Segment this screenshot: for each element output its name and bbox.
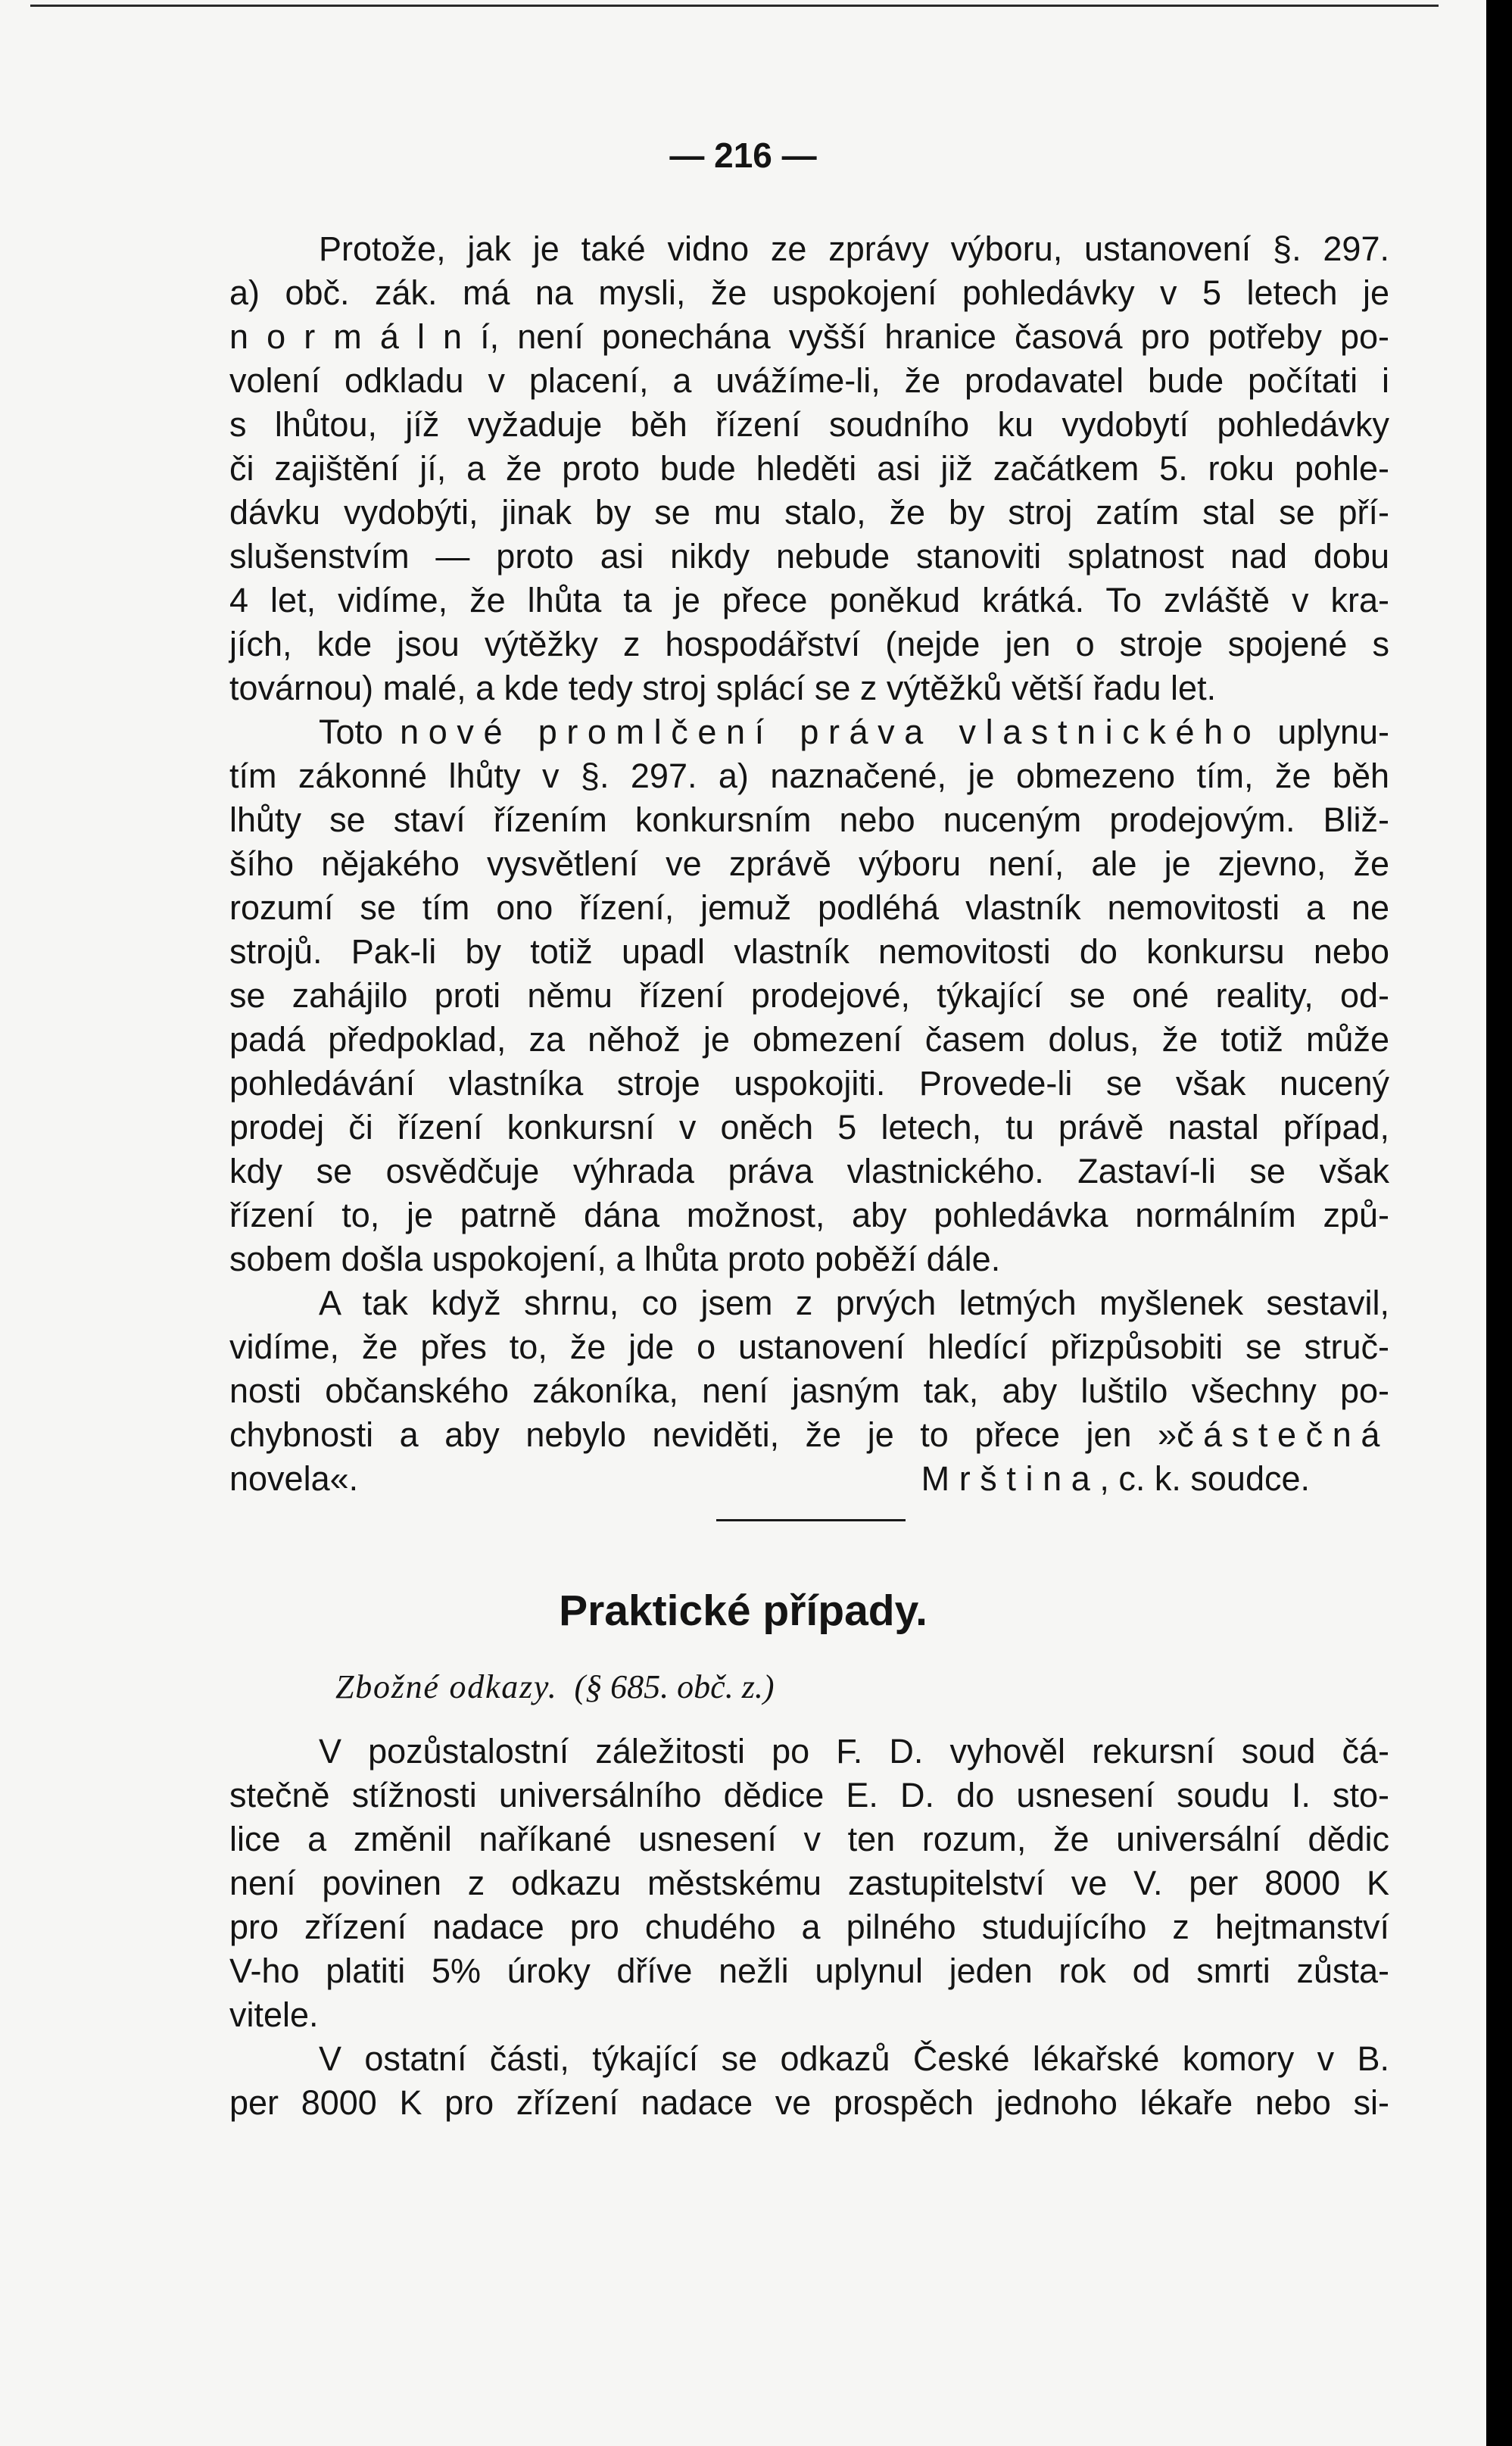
text-line: 4 let, vidíme, že lhůta ta je přece poněkud krátká. To zvláště v kra-	[229, 581, 1389, 619]
section-divider	[716, 1519, 906, 1521]
text-line: a) obč. zák. má na mysli, že uspokojení pohledávky v 5 letech je	[229, 273, 1389, 312]
emphasized-phrase: nové promlčení práva vlastnického	[400, 713, 1261, 751]
text-line	[229, 1413, 1389, 1457]
text-line: stečně stížnosti universálního dědice E. D. do usnesení soudu I. sto-	[229, 1776, 1389, 1814]
text-line: řízení to, je patrně dána možnost, aby pohledávka normálním způ-	[229, 1196, 1389, 1234]
author-title: , c. k. soudce.	[1099, 1459, 1310, 1498]
text-line	[229, 710, 1389, 754]
text-line: se zahájilo proti němu řízení prodejové, týkající se oné reality, od-	[229, 976, 1389, 1015]
text-line: šího nějakého vysvětlení ve zprávě výboru není, ale je zjevno, že	[229, 844, 1389, 883]
text-fragment: chybnosti a aby nebylo neviděti, že je to přece jen »	[229, 1415, 1177, 1454]
case-topic: Zbožné odkazy.	[335, 1668, 558, 1705]
article-body	[229, 227, 1389, 1501]
text-line: není povinen z odkazu městskému zastupitelství ve V. per 8000 K	[229, 1864, 1389, 1902]
text-fragment: Toto	[319, 713, 401, 751]
text-line: s lhůtou, jíž vyžaduje běh řízení soudního ku vydobytí pohledávky	[229, 405, 1389, 444]
text-line: vitele.	[229, 1995, 319, 2034]
text-line: per 8000 K pro zřízení nadace ve prospěch jednoho lékaře nebo si-	[229, 2083, 1389, 2122]
page-edge-line	[30, 5, 1439, 7]
text-line: tím zákonné lhůty v §. 297. a) naznačené, je obmezeno tím, že běh	[229, 757, 1389, 795]
author-name: Mrština	[921, 1459, 1100, 1498]
emphasized-word: částečná	[1177, 1415, 1389, 1454]
text-line: kdy se osvědčuje výhrada práva vlastnického. Zastaví-li se však	[229, 1152, 1389, 1190]
text-line: lice a změnil naříkané usnesení v ten rozum, že universální dědic	[229, 1820, 1389, 1858]
text-line: V pozůstalostní záležitosti po F. D. vyhověl rekursní soud čá-	[319, 1732, 1389, 1771]
text-line: slušenstvím — proto asi nikdy nebude stanoviti splatnost nad dobu	[229, 537, 1389, 576]
text-fragment: novela«.	[229, 1459, 359, 1498]
text-line: Protože, jak je také vidno ze zprávy výboru, ustanovení §. 297.	[319, 229, 1389, 268]
text-line: pohledávání vlastníka stroje uspokojiti. Provede-li se však nucený	[229, 1064, 1389, 1103]
case-citation: (§ 685. obč. z.)	[574, 1668, 775, 1705]
text-line: či zajištění jí, a že proto bude hleděti asi již začátkem 5. roku pohle-	[229, 449, 1389, 488]
text-line: sobem došla uspokojení, a lhůta proto poběží dále.	[229, 1240, 1001, 1278]
text-line: rozumí se tím ono řízení, jemuž podléhá vlastník nemovitosti a ne	[229, 888, 1389, 927]
text-line: V ostatní části, týkající se odkazů České lékařské komory v B.	[319, 2039, 1389, 2078]
page-number: — 216 —	[669, 136, 817, 175]
case-body	[229, 1730, 1389, 2125]
text-line: prodej či řízení konkursní v oněch 5 letech, tu právě nastal případ,	[229, 1108, 1389, 1147]
text-line: strojů. Pak-li by totiž upadl vlastník nemovitosti do konkursu nebo	[229, 932, 1389, 971]
text-line: lhůty se staví řízením konkursním nebo nuceným prodejovým. Bliž-	[229, 800, 1389, 839]
text-fragment: uplynu-	[1261, 713, 1390, 751]
text-line: nosti občanského zákoníka, není jasným tak, aby luštilo všechny po-	[229, 1371, 1389, 1410]
text-line: V-ho platiti 5% úroky dříve nežli uplynul jeden rok od smrti zůsta-	[229, 1951, 1389, 1990]
text-line: jích, kde jsou výtěžky z hospodářství (nejde jen o stroje spojené s	[229, 625, 1389, 663]
section-title: Praktické případy.	[559, 1586, 927, 1635]
case-subheading	[335, 1668, 775, 1706]
author-signature	[921, 1457, 1310, 1501]
text-line: vidíme, že přes to, že jde o ustanovení hledící přizpůsobiti se struč-	[229, 1328, 1389, 1366]
text-line: padá předpoklad, za něhož je obmezení časem dolus, že totiž může	[229, 1020, 1389, 1059]
text-line: pro zřízení nadace pro chudého a pilného studujícího z hejtmanství	[229, 1908, 1389, 1946]
text-line: n o r m á l n í, není ponechána vyšší hranice časová pro potřeby po-	[229, 317, 1389, 356]
text-line: A tak když shrnu, co jsem z prvých letmých myšlenek sestavil,	[319, 1284, 1389, 1322]
signature-line	[229, 1457, 1389, 1501]
text-line: volení odkladu v placení, a uvážíme-li, že prodavatel bude počítati i	[229, 361, 1389, 400]
text-line: továrnou) malé, a kde tedy stroj splácí se z výtěžků větší řadu let.	[229, 669, 1217, 707]
text-line: dávku vydobýti, jinak by se mu stalo, že by stroj zatím stal se pří-	[229, 493, 1389, 532]
